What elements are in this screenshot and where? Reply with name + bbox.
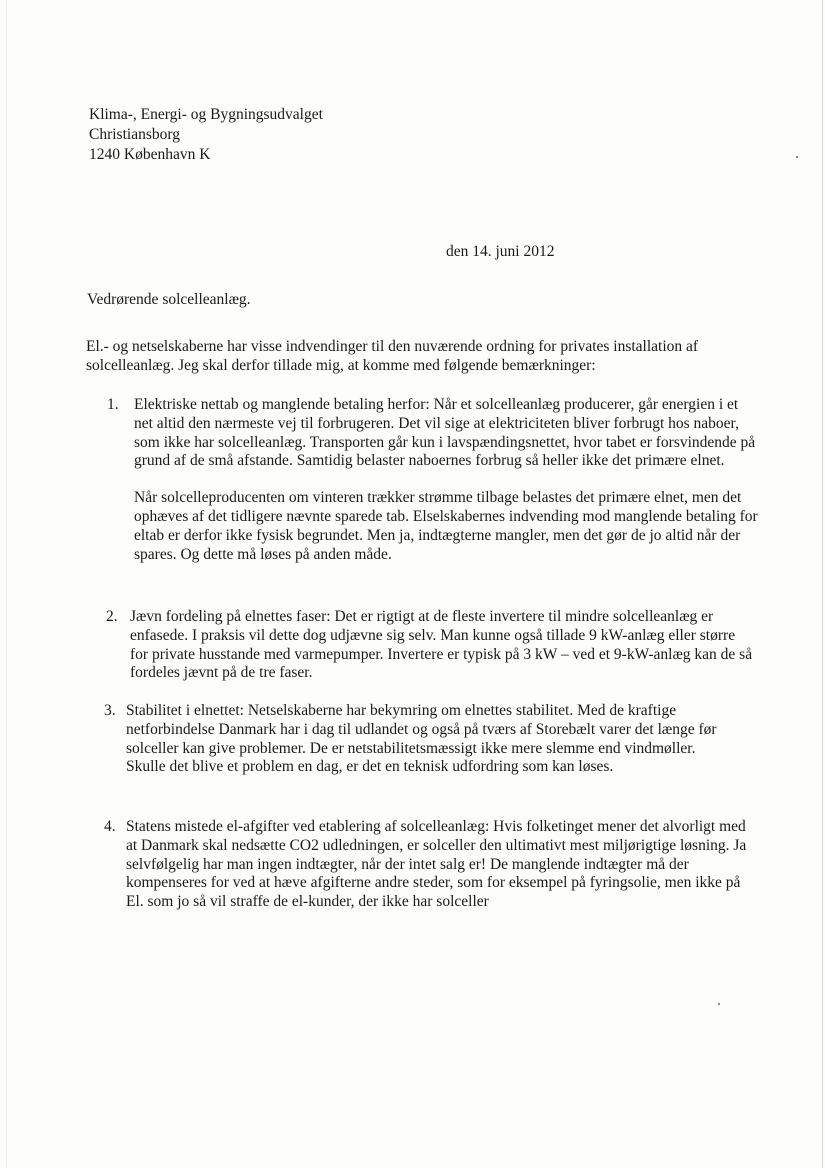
scan-speck (796, 156, 798, 158)
list-item-body (130, 608, 755, 683)
list-item-paragraph: Når solcelleproducenten om vinteren trækker strømme tilbage belastes det primære elnet, men det ophæves af det tidligere nævnte sparede tab. Elselskabernes indvending mod manglende betaling for eltab er derfor ikke fysisk begrundet. Men ja, indtægterne mangler, men det gør de jo altid når der spares. Og dette må løses på anden måde. (134, 489, 758, 563)
recipient-address (89, 105, 323, 165)
letter-date: den 14. juni 2012 (446, 243, 555, 260)
scan-speck (718, 1003, 720, 1005)
list-item-paragraph: Stabilitet i elnettet: Netselskaberne har bekymring om elnettes stabilitet. Med de kraftige netforbindelse Danmark har i dag til udlandet og også på tværs af Storebælt varer det længe før solceller kan give problemer. De er netstabilitetsmæssigt ikke mere slemme end vindmøller. (126, 702, 717, 757)
intro-paragraph: El.- og netselskaberne har visse indvendinger til den nuværende ordning for privates installation af solcelleanlæg. Jeg skal derfor tillade mig, at komme med følgende bemærkninger: (86, 338, 699, 374)
letter-subject: Vedrørende solcelleanlæg. (87, 291, 251, 308)
list-item-body (126, 818, 751, 912)
list-item-number: 3. (104, 702, 116, 719)
list-item-paragraph: Jævn fordeling på elnettes faser: Det er rigtigt at de fleste invertere til mindre solcelleanlæg er enfasede. I praksis vil dette dog udjævne sig selv. Man kunne også tillade 9 kW-anlæg eller større for private husstande med varmepumper. Invertere er typisk på 3 kW – ved et 9-kW-anlæg kan de så fordeles jævnt på de tre faser. (130, 608, 753, 682)
address-line-3: 1240 København K (89, 146, 211, 163)
list-item-number: 2. (106, 608, 118, 625)
list-item-body (126, 702, 751, 777)
scan-edge-left (6, 0, 7, 1168)
list-item-paragraph: Skulle det blive et problem en dag, er det en teknisk udfordring som kan løses. (126, 758, 614, 776)
scan-edge-right (822, 0, 823, 1168)
list-item-number: 1. (107, 396, 119, 413)
address-line-2: Christiansborg (89, 126, 180, 143)
list-item-body (134, 396, 759, 564)
list-item-paragraph: Statens mistede el-afgifter ved etablering af solcelleanlæg: Hvis folketinget mener det alvorligt med at Danmark skal nedsætte CO2 udledningen, er solceller den ultimativt mest miljørigtige løsning. Ja selvfølgelig har man ingen indtægter, når der intet salg er! De manglende indtægter må der kompenseres for ved at hæve afgifterne andre steder, som for eksempel på fyringsolie, men ikke på El. som jo så vil straffe de el-kunder, der ikke har solceller (126, 818, 747, 911)
address-line-1: Klima-, Energi- og Bygningsudvalget (89, 106, 323, 123)
list-item-paragraph: Elektriske nettab og manglende betaling herfor: Når et solcelleanlæg producerer, går energien i et net altid den nærmeste vej til forbrugeren. Det vil sige at elektriciteten bliver forbrugt hos naboer, som ikke har solcelleanlæg. Transporten går kun i lavspændingsnettet, hvor tabet er forsvindende på grund af de små afstande. Samtidig belaster naboernes forbrug så heller ikke det primære elnet. (134, 396, 756, 470)
list-item-number: 4. (104, 818, 116, 835)
